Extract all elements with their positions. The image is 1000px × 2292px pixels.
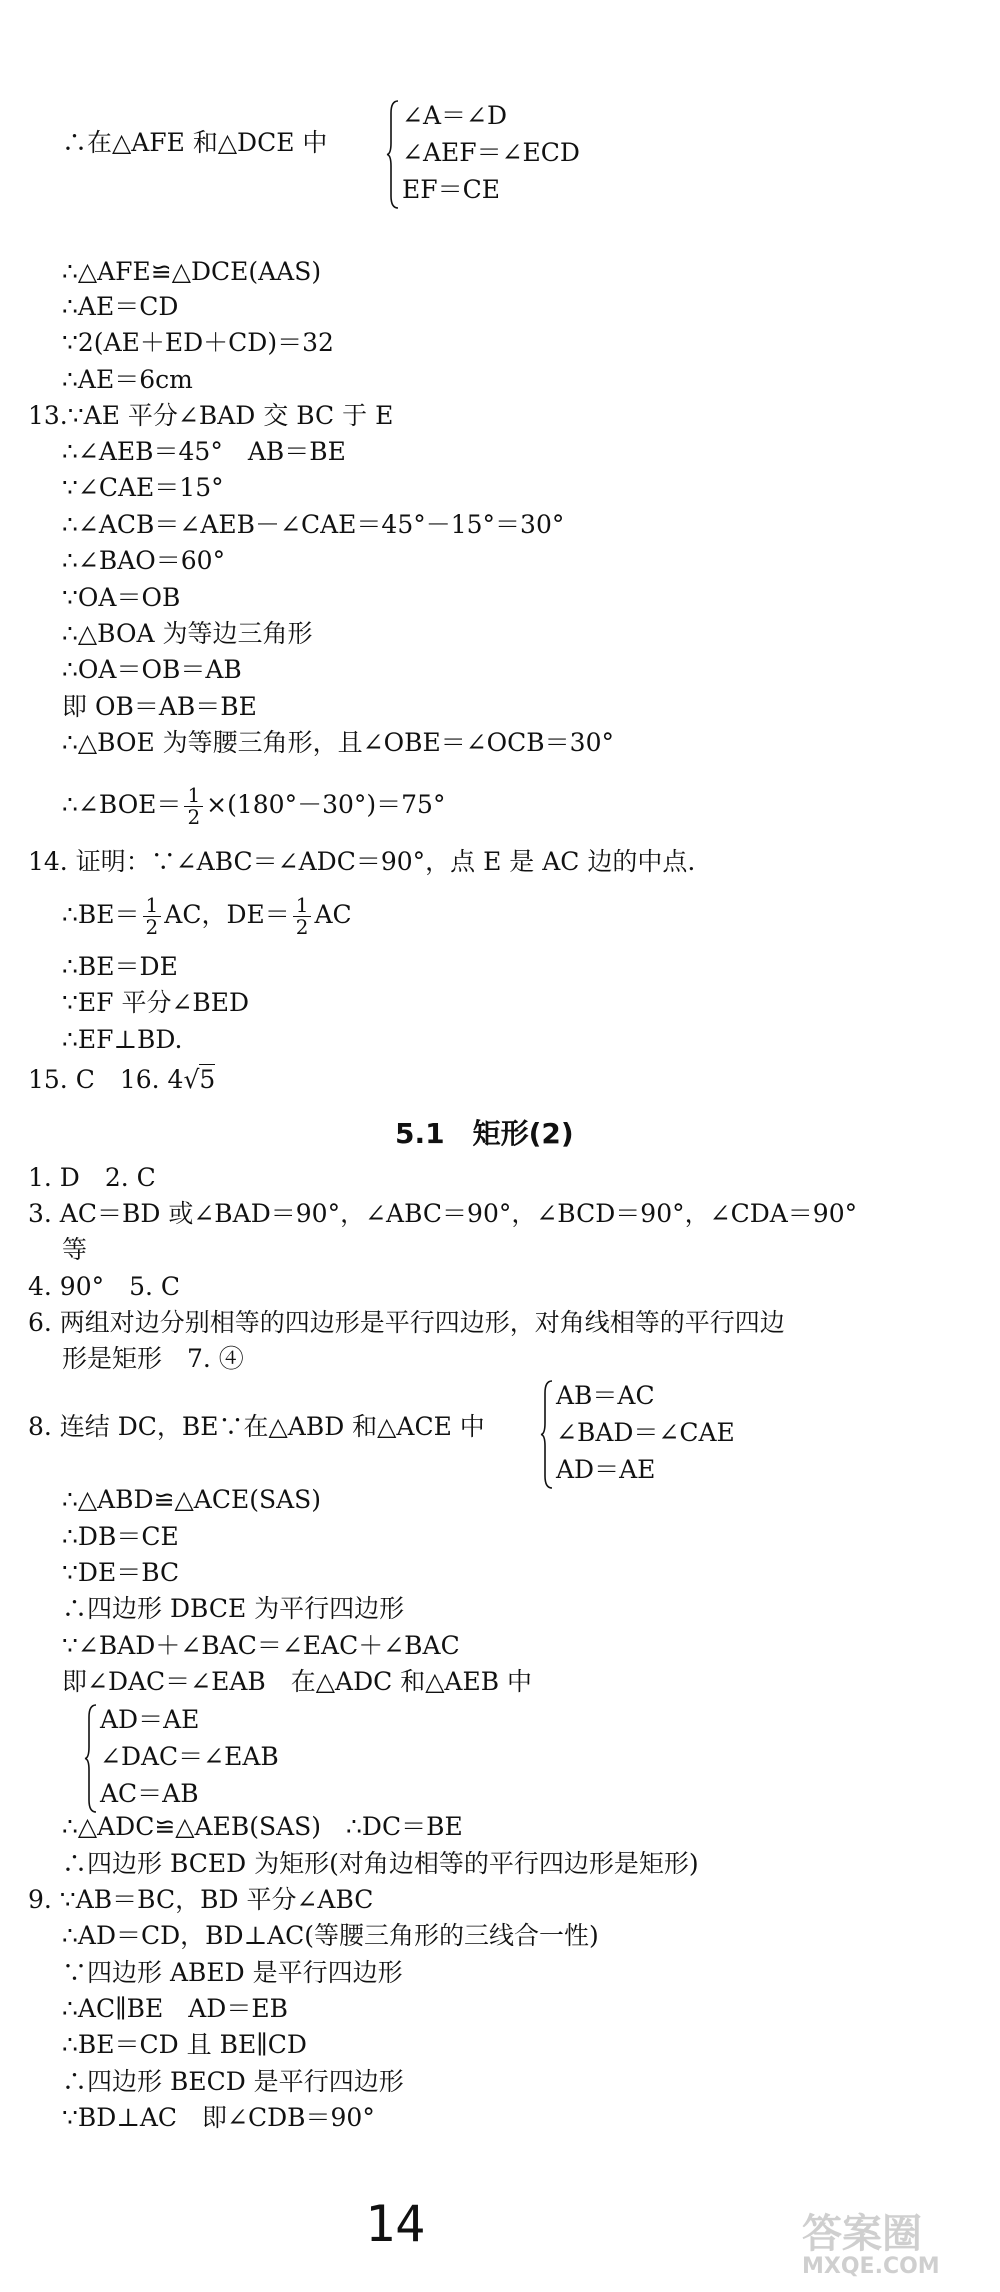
line-text: AC: [314, 900, 352, 929]
equation-row: ∠A＝∠D: [402, 101, 507, 130]
fraction-denominator: 2: [187, 805, 201, 829]
answer-line: [28, 1065, 215, 1095]
equation-row: AB＝AC: [556, 1381, 655, 1410]
proof-line: ∵DE＝BC: [62, 1558, 180, 1587]
proof-line: ∴AE＝CD: [62, 292, 179, 321]
proof-line: ∴△ADC≌△AEB(SAS) ∴DC＝BE: [62, 1812, 463, 1841]
equation-row: AD＝AE: [556, 1455, 656, 1484]
equation-system: [540, 1377, 780, 1488]
page-number: 14: [365, 2195, 426, 2253]
fraction-numerator: 1: [293, 895, 312, 917]
answer-line: 形是矩形 7. ④: [62, 1344, 244, 1373]
proof-line: ∴BE＝DE: [62, 952, 178, 981]
equation-system: [386, 97, 606, 208]
equation-row: EF＝CE: [402, 175, 500, 204]
left-brace-icon: [386, 99, 400, 210]
proof-line: ∴△AFE≌△DCE(AAS): [62, 257, 322, 286]
equation-row: AD＝AE: [100, 1705, 200, 1734]
proof-line: ∵∠CAE＝15°: [62, 473, 224, 502]
fraction-denominator: 2: [295, 915, 309, 939]
proof-line: ∵四边形 ABED 是平行四边形: [62, 1958, 403, 1987]
proof-line: ∴△BOE 为等腰三角形，且∠OBE＝∠OCB＝30°: [62, 728, 614, 757]
proof-line: ∴四边形 DBCE 为平行四边形: [62, 1594, 405, 1623]
proof-line: ∴AC∥BE AD＝EB: [62, 1994, 288, 2023]
answer-line: 等: [62, 1235, 88, 1264]
sqrt-radical-icon: √: [183, 1065, 200, 1094]
fraction: [184, 785, 203, 828]
line-text: ×(180°－30°)＝75°: [206, 790, 446, 819]
proof-line: ∴△ABD≌△ACE(SAS): [62, 1485, 322, 1514]
answer-line: 1. D 2. C: [28, 1163, 156, 1192]
proof-line: ∴∠BAO＝60°: [62, 546, 226, 575]
line-text: AC，DE＝: [164, 900, 290, 929]
answer-line: 6. 两组对边分别相等的四边形是平行四边形，对角线相等的平行四边: [28, 1308, 785, 1337]
answer-line: 3. AC＝BD 或∠BAD＝90°，∠ABC＝90°，∠BCD＝90°，∠CDA＝90°: [28, 1199, 858, 1228]
line-text: 15. C 16. 4: [28, 1065, 184, 1094]
watermark-logo: [802, 2212, 982, 2282]
proof-line: ∴在△AFE 和△DCE 中: [62, 128, 328, 157]
section-title: 5.1 矩形(2): [395, 1117, 574, 1150]
watermark-text: 答案圈: [802, 2211, 922, 2257]
proof-line: ∴AD＝CD，BD⊥AC(等腰三角形的三线合一性): [62, 1921, 599, 1950]
proof-line: ∴OA＝OB＝AB: [62, 655, 242, 684]
proof-line: ∴DB＝CE: [62, 1522, 179, 1551]
left-brace-icon: [84, 1703, 98, 1814]
proof-line: ∵OA＝OB: [62, 583, 181, 612]
proof-line: ∴BE＝CD 且 BE∥CD: [62, 2030, 307, 2059]
proof-line: ∵EF 平分∠BED: [62, 988, 250, 1017]
proof-line: ∴四边形 BECD 是平行四边形: [62, 2067, 404, 2096]
proof-line: [62, 890, 352, 940]
proof-line: ∵∠BAD＋∠BAC＝∠EAC＋∠BAC: [62, 1631, 460, 1660]
proof-line: 即∠DAC＝∠EAB 在△ADC 和△AEB 中: [62, 1667, 533, 1696]
proof-line: ∴四边形 BCED 为矩形(对角边相等的平行四边形是矩形): [62, 1849, 699, 1878]
proof-line: 即 OB＝AB＝BE: [62, 692, 257, 721]
proof-line: ∵2(AE＋ED＋CD)＝32: [62, 328, 334, 357]
radicand: 5: [199, 1065, 216, 1094]
line-text: ∴∠BOE＝: [62, 790, 182, 819]
question-line: 8. 连结 DC，BE∵在△ABD 和△ACE 中: [28, 1412, 485, 1441]
fraction-numerator: 1: [143, 895, 162, 917]
proof-line: [62, 780, 445, 830]
left-brace-icon: [540, 1379, 554, 1490]
watermark-url: MXQE.COM: [802, 2254, 940, 2279]
fraction-denominator: 2: [145, 915, 159, 939]
question-line: 13.∵AE 平分∠BAD 交 BC 于 E: [28, 401, 394, 430]
equation-row: AC＝AB: [100, 1779, 199, 1808]
equation-row: ∠BAD＝∠CAE: [556, 1418, 735, 1447]
proof-line: ∴EF⊥BD.: [62, 1025, 183, 1054]
fraction: [143, 895, 162, 938]
equation-row: ∠DAC＝∠EAB: [100, 1742, 279, 1771]
proof-line: ∴∠ACB＝∠AEB－∠CAE＝45°－15°＝30°: [62, 510, 565, 539]
proof-line: ∴AE＝6cm: [62, 365, 193, 394]
line-text: ∴BE＝: [62, 900, 140, 929]
proof-line: ∵BD⊥AC 即∠CDB＝90°: [62, 2103, 375, 2132]
proof-line: ∴△BOA 为等边三角形: [62, 619, 313, 648]
equation-row: ∠AEF＝∠ECD: [402, 138, 580, 167]
fraction-numerator: 1: [184, 785, 203, 807]
fraction: [293, 895, 312, 938]
answer-line: 4. 90° 5. C: [28, 1272, 181, 1301]
equation-system: [84, 1701, 324, 1812]
question-line: 9. ∵AB＝BC，BD 平分∠ABC: [28, 1885, 374, 1914]
question-line: 14. 证明：∵∠ABC＝∠ADC＝90°，点 E 是 AC 边的中点.: [28, 847, 696, 876]
proof-line: ∴∠AEB＝45° AB＝BE: [62, 437, 346, 466]
